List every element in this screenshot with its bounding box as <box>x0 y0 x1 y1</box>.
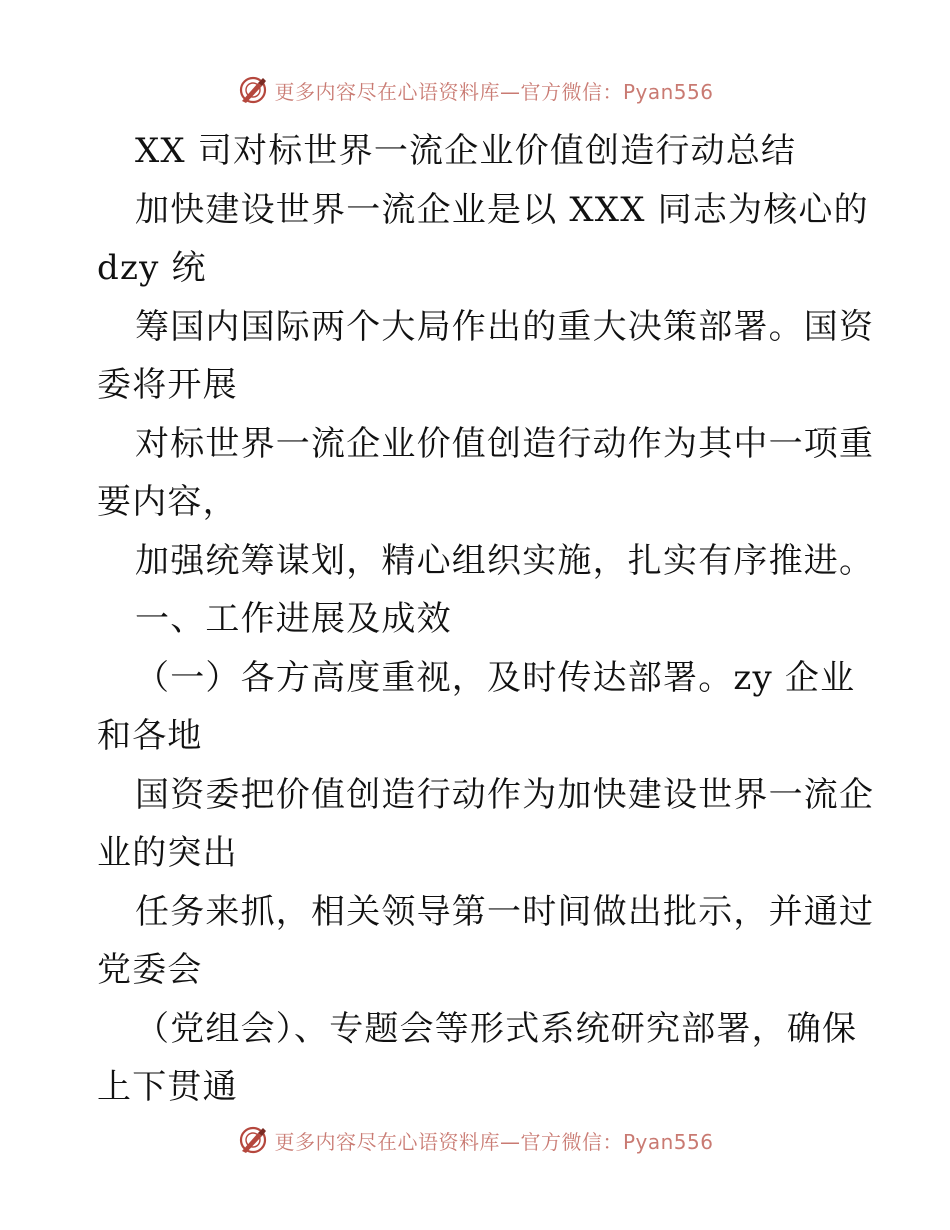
text-line: 筹国内国际两个大局作出的重大决策部署。国资 <box>135 306 875 347</box>
pen-circle-logo-icon <box>236 1123 270 1157</box>
text-line: 上下贯通 <box>97 1067 238 1107</box>
text-line: 和各地 <box>97 716 203 756</box>
document-body <box>97 122 875 1117</box>
header-banner <box>0 70 950 110</box>
text-line: 委将开展 <box>97 365 238 405</box>
text-line: 国资委把价值创造行动作为加快建设世界一流企 <box>135 774 875 815</box>
text-line: 任务来抓，相关领导第一时间做出批示，并通过 <box>135 891 875 932</box>
text-line: 对标世界一流企业价值创造行动作为其中一项重 <box>135 423 875 464</box>
pen-circle-logo-icon <box>236 73 270 107</box>
text-line: 加强统筹谋划，精心组织实施，扎实有序推进。 <box>135 540 875 581</box>
text-line: 业的突出 <box>97 833 238 873</box>
text-line: （党组会）、专题会等形式系统研究部署，确保 <box>135 1008 858 1049</box>
subsection-heading: （一）各方高度重视，及时传达部署。zy 企业 <box>135 657 856 698</box>
footer-banner-text: 更多内容尽在心语资料库—官方微信：Pyan556 <box>274 1129 714 1154</box>
footer-banner <box>0 1120 950 1160</box>
text-line: dzy 统 <box>97 248 207 288</box>
header-banner-text: 更多内容尽在心语资料库—官方微信：Pyan556 <box>274 79 714 104</box>
text-line: 加快建设世界一流企业是以 XXX 同志为核心的 <box>135 189 869 230</box>
text-line: 党委会 <box>97 950 203 990</box>
document-title: XX 司对标世界一流企业价值创造行动总结 <box>135 131 797 171</box>
section-heading: 一、工作进展及成效 <box>135 599 452 639</box>
text-line: 要内容， <box>97 482 238 522</box>
document-text <box>97 122 875 1117</box>
